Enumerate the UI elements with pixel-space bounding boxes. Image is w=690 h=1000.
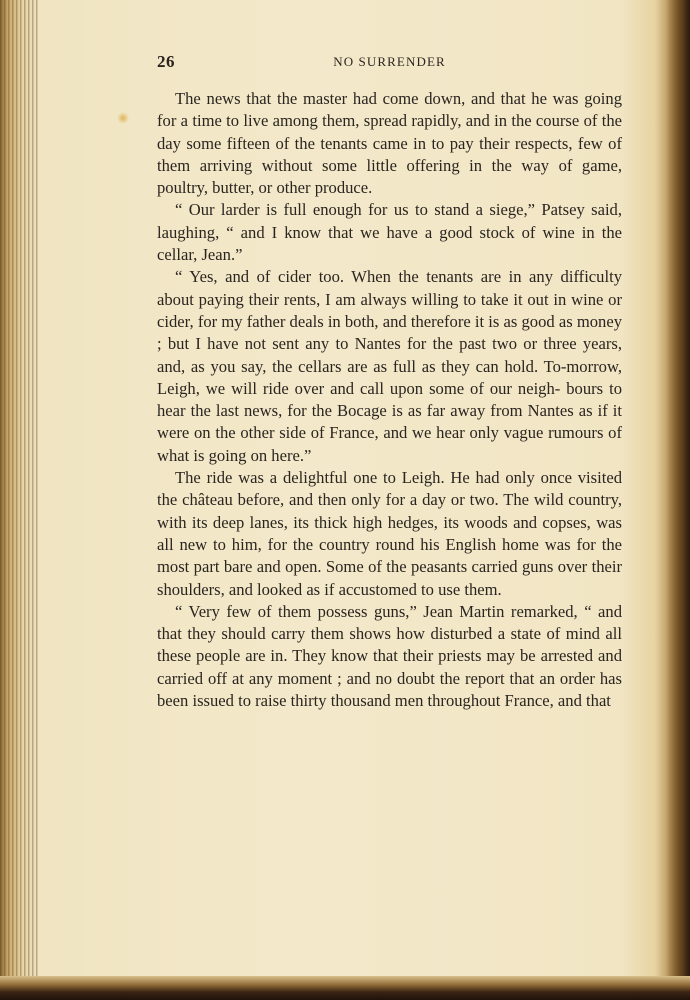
ink-smudge: [117, 112, 129, 124]
body-text: [157, 88, 622, 712]
page-content: [157, 52, 622, 712]
page-number: 26: [157, 52, 175, 71]
page-header: [157, 52, 622, 74]
paragraph-5: “ Very few of them possess guns,” Jean Martin remarked, “ and that they should carry them shows how disturbed a state of mind all these people are in. They know that their priests may be arrested and carried off at any moment ; and no doubt the report that an order has been issued to raise thirty thousand men throughout France, and that: [157, 601, 622, 711]
book-binding-edge: [0, 0, 40, 1000]
paragraph-4: The ride was a delightful one to Leigh. He had only once visited the château before, and then only for a day or two. The wild country, with its deep lanes, its thick high hedges, its woods and copses, was all new to him, for the country round his English home was for the most part bare and open. Some of the peasants carried guns over their shoulders, and looked as if accustomed to use them.: [157, 468, 622, 599]
running-title: NO SURRENDER: [333, 54, 446, 69]
paragraph-2: “ Our larder is full enough for us to stand a siege,” Patsey said, laughing, “ and I know that we have a good stock of wine in the cellar, Jean.”: [157, 200, 622, 265]
page-right-edge: [666, 0, 690, 1000]
page-bottom-edge: [0, 976, 690, 1000]
paragraph-1: The news that the master had come down, and that he was going for a time to live among them, spread rapidly, and in the course of the day some fifteen of the tenants came in to pay their respects, few of them arriving without some little offering in the way of game, poultry, butter, or other produce.: [157, 89, 622, 198]
paragraph-3: “ Yes, and of cider too. When the tenants are in any difficulty about paying their rents, I am always willing to take it out in wine or cider, for my father deals in both, and therefore it is as good as money ; but I have not sent any to Nantes for the past two or three years, and, as you say, the cellars are as full as they can hold. To-morrow, Leigh, we will ride over and call upon some of our neigh- bours to hear the last news, for the Bocage is as far away from Nantes as if it were on the other side of France, and we hear only vague rumours of what is going on here.”: [157, 267, 622, 465]
